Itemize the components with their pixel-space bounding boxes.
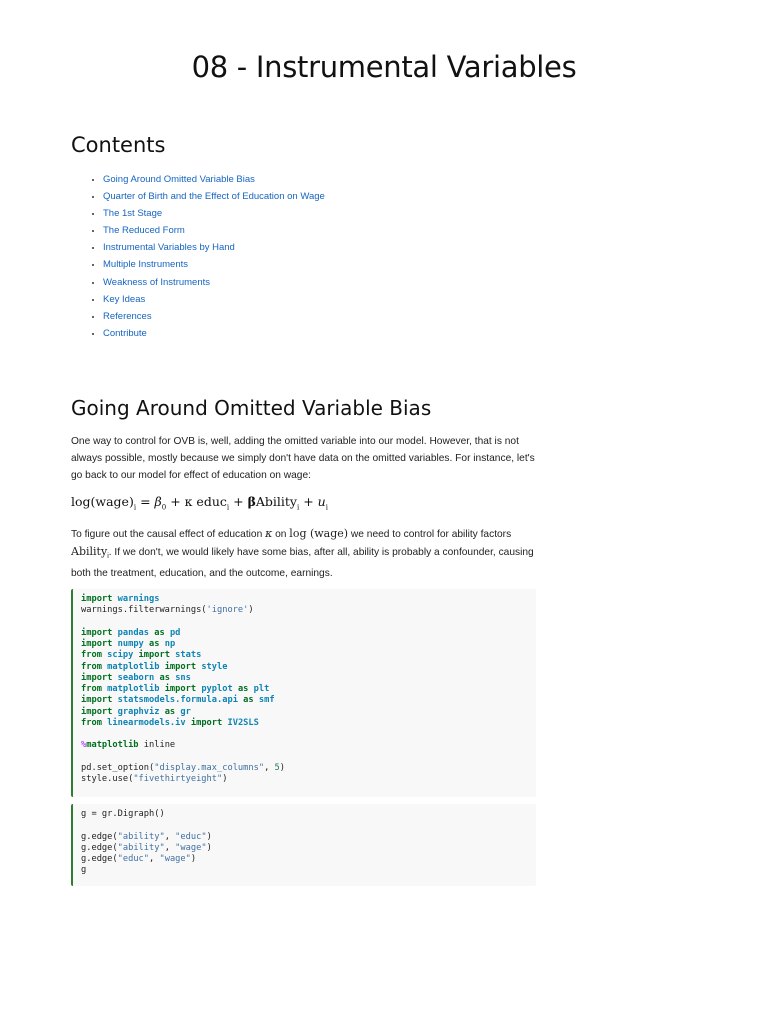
code-line: g.edge("ability", "wage")	[81, 842, 212, 853]
code-line: from linearmodels.iv import IV2SLS	[81, 717, 259, 728]
eq-lhs: log(wage)	[71, 494, 134, 509]
toc-link-weakness[interactable]: Weakness of Instruments	[103, 276, 211, 288]
intro-paragraph: One way to control for OVB is, well, adding the omitted variable into our model. However, that is not always possible, mostly because we simply don't have data on the omitted variables. For instance, let's go back to our model for effect of education on wage:	[71, 436, 535, 481]
code-block	[81, 594, 536, 785]
code-line: import statsmodels.formula.api as smf	[81, 695, 275, 706]
para-text: we need to control for ability factors	[348, 529, 512, 540]
toc-item	[103, 308, 325, 325]
eq-equals: =	[136, 494, 155, 509]
code-line: from scipy import stats	[81, 650, 202, 661]
page-title: 08 - Instrumental Variables	[191, 50, 577, 84]
toc-item	[103, 171, 325, 188]
eq-subscript: 0	[161, 503, 167, 512]
contents-heading: Contents	[71, 133, 166, 157]
toc-link-quarter-of-birth[interactable]: Quarter of Birth and the Effect of Education on Wage	[103, 191, 325, 203]
math-kappa: κ	[265, 527, 273, 540]
code-line: import seaborn as sns	[81, 672, 191, 683]
code-line: g	[81, 865, 87, 876]
code-line: from matplotlib import style	[81, 661, 228, 672]
code-line: g.edge("educ", "wage")	[81, 854, 197, 864]
causal-effect-paragraph	[71, 525, 541, 582]
code-line: warnings.filterwarnings('ignore')	[81, 605, 254, 616]
section-heading: Going Around Omitted Variable Bias	[71, 396, 432, 420]
toc-item	[103, 239, 325, 256]
wage-equation	[71, 494, 328, 512]
eq-kappa-educ: κ educ	[184, 494, 227, 509]
code-cell-imports[interactable]	[71, 589, 536, 797]
eq-subscript: i	[226, 503, 230, 512]
toc-link-key-ideas[interactable]: Key Ideas	[103, 293, 146, 305]
eq-ability: Ability	[255, 494, 297, 509]
para-text: To figure out the causal effect of education	[71, 529, 266, 540]
toc-item	[103, 325, 325, 342]
code-line: pd.set_option("display.max_columns", 5)	[81, 762, 286, 773]
code-line: import warnings	[81, 594, 160, 604]
eq-subscript: i	[133, 503, 137, 512]
toc-link-references[interactable]: References	[103, 310, 152, 322]
eq-u: u	[317, 494, 326, 509]
toc-item	[103, 291, 325, 308]
code-cell-digraph[interactable]	[71, 804, 536, 886]
code-line: g.edge("ability", "educ")	[81, 831, 212, 842]
toc-link-1st-stage[interactable]: The 1st Stage	[103, 208, 163, 220]
eq-subscript: i	[325, 503, 328, 512]
eq-subscript: i	[296, 503, 300, 512]
math-ability: Ability	[71, 545, 108, 558]
toc-item	[103, 188, 325, 205]
code-line: import graphviz as gr	[81, 706, 191, 717]
toc-item	[103, 274, 325, 291]
toc-link-multiple-instruments[interactable]: Multiple Instruments	[103, 259, 189, 271]
code-line: import numpy as np	[81, 639, 176, 649]
toc-link-iv-by-hand[interactable]: Instrumental Variables by Hand	[103, 242, 235, 254]
para-text: on	[272, 529, 290, 540]
eq-plus: +	[166, 494, 185, 509]
toc-item	[103, 256, 325, 273]
code-block	[81, 809, 536, 877]
eq-plus: +	[229, 494, 248, 509]
toc-link-going-around-ovb[interactable]: Going Around Omitted Variable Bias	[103, 174, 255, 185]
code-line: %matplotlib inline	[81, 740, 176, 751]
table-of-contents	[90, 171, 325, 342]
eq-beta0: β	[154, 494, 162, 509]
code-line: import pandas as pd	[81, 627, 181, 638]
code-line: style.use("fivethirtyeight")	[81, 774, 228, 784]
toc-item	[103, 222, 325, 239]
code-line: g = gr.Digraph()	[81, 809, 165, 819]
eq-beta-bold: β	[247, 494, 256, 509]
math-log-wage: log (wage)	[289, 527, 349, 540]
toc-link-reduced-form[interactable]: The Reduced Form	[103, 225, 185, 237]
math-subscript: i	[107, 553, 109, 561]
toc-link-contribute[interactable]: Contribute	[103, 327, 147, 339]
toc-item	[103, 205, 325, 222]
eq-plus: +	[299, 494, 318, 509]
code-line: from matplotlib import pyplot as plt	[81, 684, 270, 694]
para-text: . If we don't, we would likely have some bias, after all, ability is probably a confounder, causing both the treatment, education, and the outcome, earnings.	[71, 547, 534, 580]
